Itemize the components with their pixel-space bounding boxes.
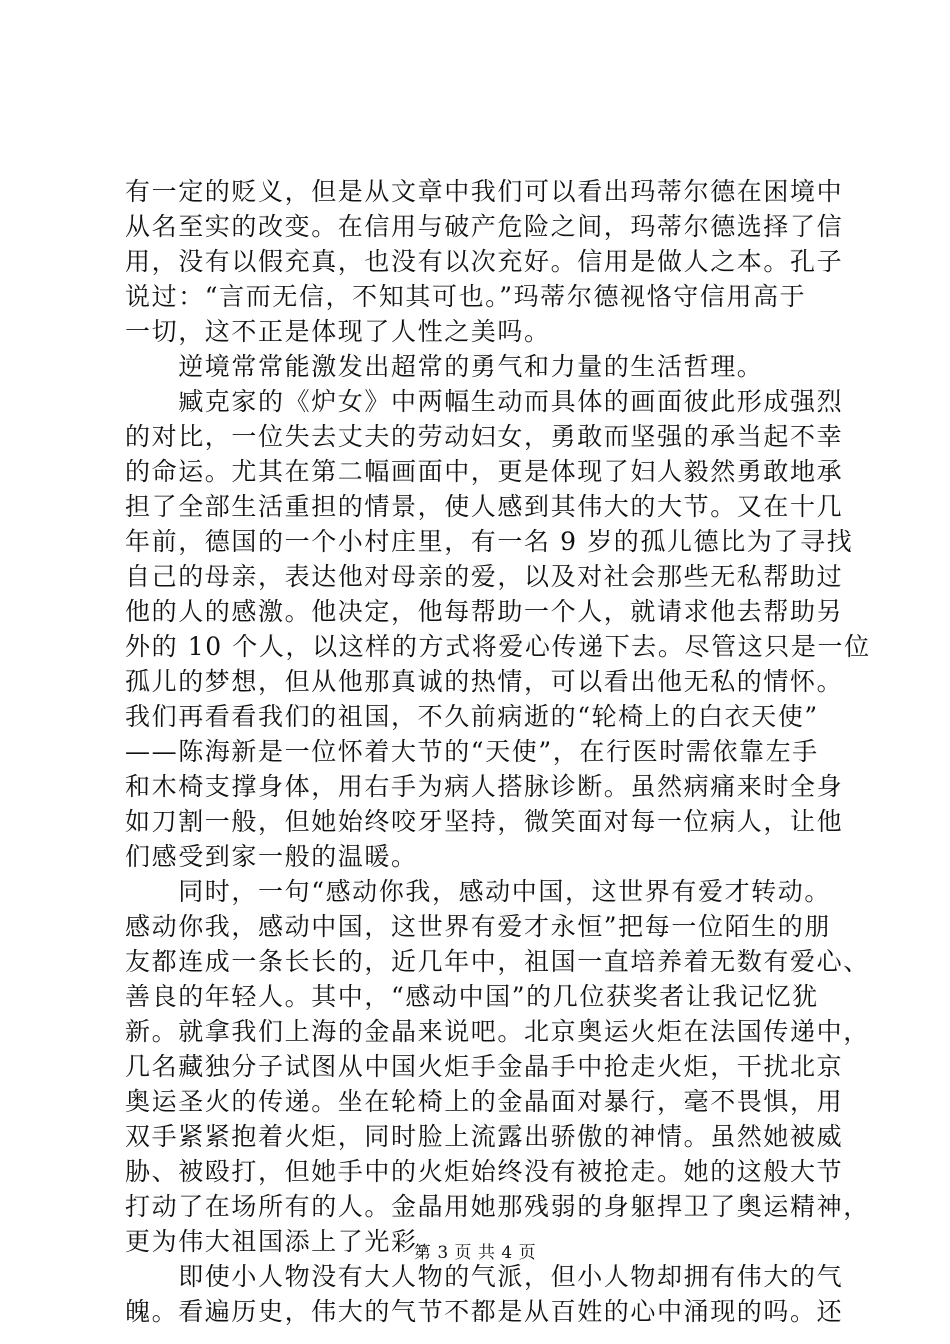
text-line: 和木椅支撑身体，用右手为病人搭脉诊断。虽然病痛来时全身	[125, 772, 844, 801]
text-line: 外的 10 个人，以这样的方式将爱心传递下去。尽管这只是一位	[125, 632, 871, 661]
text-line: 逆境常常能激发出超常的勇气和力量的生活哲理。	[125, 352, 764, 381]
text-line: 双手紧紧抱着火炬，同时脸上流露出骄傲的神情。虽然她被威	[125, 1122, 844, 1151]
text-line: 魄。看遍历史，伟大的气节不都是从百姓的心中涌现的吗。还	[125, 1297, 844, 1326]
text-line: ——陈海新是一位怀着大节的“天使”，在行医时需依靠左手	[125, 737, 819, 766]
text-line: 的对比，一位失去丈夫的劳动妇女，勇敢而坚强的承当起不幸	[125, 422, 844, 451]
text-line: 担了全部生活重担的情景，使人感到其伟大的大节。又在十几	[125, 492, 844, 521]
text-line: 我们再看看我们的祖国，不久前病逝的“轮椅上的白衣天使”	[125, 702, 819, 731]
text-line: 们感受到家一般的温暖。	[125, 842, 418, 871]
text-line: 有一定的贬义，但是从文章中我们可以看出玛蒂尔德在困境中	[125, 177, 844, 206]
text-line: 说过：“言而无信，不知其可也。”玛蒂尔德视恪守信用高于	[125, 282, 807, 311]
text-line: 年前，德国的一个小村庄里，有一名 9 岁的孤儿德比为了寻找	[125, 527, 854, 556]
text-line: 用，没有以假充真，也没有以次充好。信用是做人之本。孔子	[125, 247, 844, 276]
text-line: 更为伟大祖国添上了光彩。	[125, 1227, 445, 1256]
page-footer: 第 3 页 共 4 页	[413, 1243, 537, 1263]
document-body	[125, 174, 871, 1329]
text-line: 即使小人物没有大人物的气派，但小人物却拥有伟大的气	[125, 1262, 844, 1291]
text-line: 一切，这不正是体现了人性之美吗。	[125, 317, 551, 346]
text-line: 胁、被殴打，但她手中的火炬始终没有被抢走。她的这般大节	[125, 1157, 844, 1186]
text-line: 几名藏独分子试图从中国火炬手金晶手中抢走火炬，干扰北京	[125, 1052, 844, 1081]
text-line: 同时，一句“感动你我，感动中国，这世界有爱才转动。	[125, 877, 831, 906]
text-line: 如刀割一般，但她始终咬牙坚持，微笑面对每一位病人，让他	[125, 807, 844, 836]
text-line: 孤儿的梦想，但从他那真诚的热情，可以看出他无私的情怀。	[125, 667, 844, 696]
text-line: 新。就拿我们上海的金晶来说吧。北京奥运火炬在法国传递中，	[125, 1017, 870, 1046]
text-line: 打动了在场所有的人。金晶用她那残弱的身躯捍卫了奥运精神，	[125, 1192, 870, 1221]
text-line: 从名至实的改变。在信用与破产危险之间，玛蒂尔德选择了信	[125, 212, 844, 241]
text-line: 善良的年轻人。其中，“感动中国”的几位获奖者让我记忆犹	[125, 982, 819, 1011]
text-line: 友都连成一条长长的，近几年中，祖国一直培养着无数有爱心、	[125, 947, 870, 976]
text-line: 臧克家的《炉女》中两幅生动而具体的画面彼此形成强烈	[125, 387, 844, 416]
text-line: 他的人的感激。他决定，他每帮助一个人，就请求他去帮助另	[125, 597, 844, 626]
text-line: 的命运。尤其在第二幅画面中，更是体现了妇人毅然勇敢地承	[125, 457, 844, 486]
text-line: 奥运圣火的传递。坐在轮椅上的金晶面对暴行，毫不畏惧，用	[125, 1087, 844, 1116]
text-line: 感动你我，感动中国，这世界有爱才永恒”把每一位陌生的朋	[125, 912, 831, 941]
text-line: 自己的母亲，表达他对母亲的爱，以及对社会那些无私帮助过	[125, 562, 844, 591]
